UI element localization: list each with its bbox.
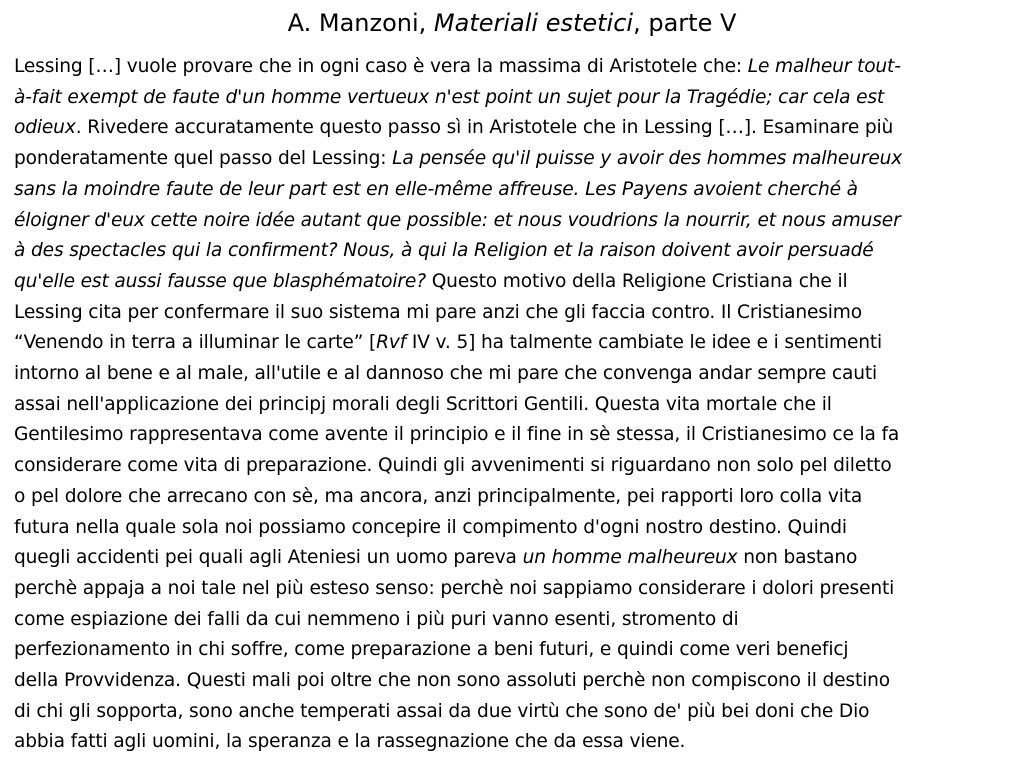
text-segment: quegli accidenti pei quali agli Ateniesi un uomo pareva [14, 547, 523, 569]
body-text [14, 52, 1012, 758]
text-segment: assai nell'applicazione dei principj morali degli Scrittori Gentili. Questa vita mortale che il [14, 393, 832, 415]
text-segment: considerare come vita di preparazione. Quindi gli avvenimenti si riguardano non solo pel diletto [14, 455, 892, 477]
text-line [14, 144, 1012, 175]
text-line [14, 267, 1012, 298]
text-segment: perchè appaja a noi tale nel più esteso senso: perchè noi sappiamo considerare i dolori presenti [14, 577, 895, 599]
text-segment: Gentilesimo rappresentava come avente il principio e il fine in sè stessa, il Cristianesimo ce la fa [14, 424, 900, 446]
italic-segment: qu'elle est aussi fausse que blasphématoire? [14, 270, 426, 292]
text-segment: di chi gli sopporta, sono anche temperati assai da due virtù che sono de' più bei doni che Dio [14, 700, 870, 722]
text-line [14, 543, 1012, 574]
text-segment: Lessing […] vuole provare che in ogni caso è vera la massima di Aristotele che: [14, 56, 748, 77]
title-part: , parte V [633, 9, 737, 37]
text-segment: futura nella quale sola noi possiamo concepire il compimento d'ogni nostro destino. Quindi [14, 516, 847, 538]
text-line [14, 605, 1012, 636]
text-line [14, 359, 1012, 390]
italic-segment: Le malheur tout- [747, 56, 901, 77]
text-line [14, 83, 1012, 114]
text-line [14, 635, 1012, 666]
text-line [14, 390, 1012, 421]
text-segment: IV v. 5] ha talmente cambiate le idee e i sentimenti [406, 332, 883, 354]
italic-segment: à-fait exempt de faute d'un homme vertueux n'est point un sujet pour la Tragédie; car cela est [14, 86, 885, 108]
text-line [14, 513, 1012, 544]
text-line [14, 328, 1012, 359]
italic-segment: sans la moindre faute de leur part est en elle-même affreuse. Les Payens avoient cherché à [14, 178, 858, 200]
text-line [14, 666, 1012, 697]
title-author: A. Manzoni, [287, 9, 434, 37]
italic-segment: odieux [14, 117, 76, 139]
italic-segment: à des spectacles qui la confirment? Nous, à qui la Religion et la raison doivent avoir persuadé [14, 240, 874, 262]
italic-segment: un homme malheureux [522, 547, 738, 569]
text-segment: Questo motivo della Religione Cristiana che il [425, 270, 848, 292]
italic-segment: Rvf [376, 332, 407, 354]
text-segment: . Rivedere accuratamente questo passo sì in Aristotele che in Lessing […]. Esaminare più [75, 117, 894, 139]
text-line [14, 175, 1012, 206]
text-segment: perfezionamento in chi soffre, come preparazione a beni futuri, e quindi come veri beneficj [14, 639, 849, 661]
text-line [14, 482, 1012, 513]
text-segment: ponderatamente quel passo del Lessing: [14, 148, 393, 170]
italic-segment: éloigner d'eux cette noire idée autant que possible: et nous voudrions la nourrir, et nous amuser [14, 209, 901, 231]
text-line [14, 206, 1012, 237]
text-line [14, 727, 1012, 758]
text-line [14, 697, 1012, 728]
text-segment: non bastano [737, 547, 858, 569]
italic-segment: La pensée qu'il puisse y avoir des hommes malheureux [392, 148, 903, 170]
title-work: Materiali estetici [433, 9, 634, 37]
page-title [0, 6, 1024, 40]
text-line [14, 420, 1012, 451]
text-segment: della Provvidenza. Questi mali poi oltre che non sono assoluti perchè non compiscono il destino [14, 670, 890, 692]
text-line [14, 298, 1012, 329]
text-line [14, 113, 1012, 144]
text-line [14, 574, 1012, 605]
text-segment: come espiazione dei falli da cui nemmeno i più puri vanno esenti, stromento di [14, 608, 739, 630]
text-segment: abbia fatti agli uomini, la speranza e la rassegnazione che da essa viene. [14, 731, 686, 753]
text-segment: o pel dolore che arrecano con sè, ma ancora, anzi principalmente, pei rapporti loro colla vita [14, 485, 863, 507]
text-line [14, 52, 1012, 83]
text-segment: “Venendo in terra a illuminar le carte” [ [14, 332, 377, 354]
text-line [14, 451, 1012, 482]
text-line [14, 236, 1012, 267]
text-segment: Lessing cita per confermare il suo sistema mi pare anzi che gli faccia contro. Il Cristianesimo [14, 301, 862, 323]
text-segment: intorno al bene e al male, all'utile e al dannoso che mi pare che convenga andar sempre cauti [14, 363, 878, 385]
